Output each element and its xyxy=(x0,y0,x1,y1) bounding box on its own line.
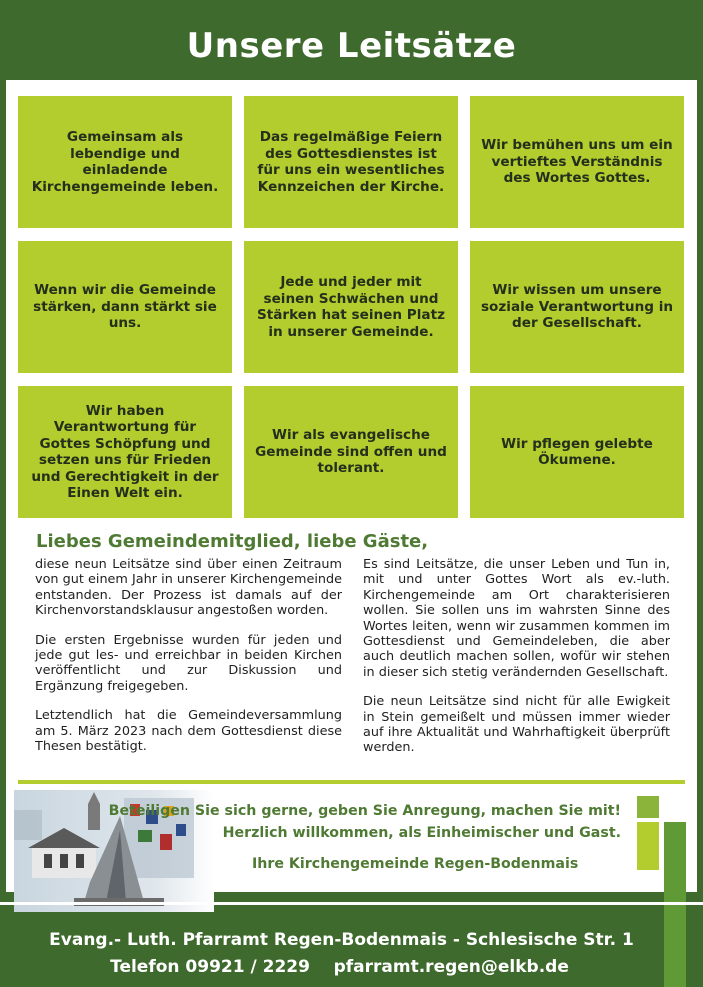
left-paragraph-3: Letztendlich hat die Gemeindeversammlung am 5. März 2023 nach dem Gottesdienst diese Thesen bestätigt. xyxy=(35,708,342,755)
decor-square-dark xyxy=(637,796,659,818)
right-paragraph-1: Es sind Leitsätze, die unser Leben und Tun in, mit und unter Gottes Wort als ev.-luth. Kirchengemeinde am Ort charakterisieren wollen. Sie sollen uns im wahrsten Sinne des Wortes leiten, wenn wir zusammen kommen im Gottesdienst und Gemeindeleben, die aber auch deutlich machen sollen, wofür wir stehen in dieser sich stetig verändernden Gesellschaft. xyxy=(363,557,670,680)
principle-tile-3: Wir bemühen uns um ein vertieftes Verständnis des Wortes Gottes. xyxy=(470,96,684,228)
principle-tile-5: Jede und jeder mit seinen Schwächen und Stärken hat seinen Platz in unserer Gemeinde. xyxy=(244,241,458,373)
header-band xyxy=(0,0,703,80)
principle-tile-9: Wir pflegen gelebte Ökumene. xyxy=(470,386,684,518)
divider-line xyxy=(18,780,685,784)
principle-tile-2: Das regelmäßige Feiern des Gottesdienstes ist für uns ein wesentliches Kennzeichen der Kirche. xyxy=(244,96,458,228)
parish-signature: Ihre Kirchengemeinde Regen-Bodenmais xyxy=(252,856,579,872)
footer xyxy=(0,905,703,987)
footer-contact: Telefon 09921 / 2229 pfarramt.regen@elkb.de xyxy=(110,957,569,977)
left-paragraph-2: Die ersten Ergebnisse wurden für jeden und jede gut les- und erreichbar in beiden Kirchen veröffentlicht und zur Diskussion und Ergänzung freigegeben. xyxy=(35,632,342,694)
principle-tile-1: Gemeinsam als lebendige und einladende Kirchengemeinde leben. xyxy=(18,96,232,228)
right-text-column xyxy=(363,557,670,770)
left-text-column xyxy=(35,557,342,768)
left-paragraph-1: diese neun Leitsätze sind über einen Zeitraum von gut einem Jahr in unserer Kirchengemeinde entstanden. Der Prozess ist damals auf der Kirchenvorstandsklausur angestoßen worden. xyxy=(35,557,342,619)
principle-tile-7: Wir haben Verantwortung für Gottes Schöpfung und setzen uns für Frieden und Gerechtigkeit in der Einen Welt ein. xyxy=(18,386,232,518)
right-paragraph-2: Die neun Leitsätze sind nicht für alle Ewigkeit in Stein gemeißelt und müssen immer wieder auf ihre Aktualität und Wahrhaftigkeit überprüft werden. xyxy=(363,694,670,756)
invitation-line-1: Beteiligen Sie sich gerne, geben Sie Anregung, machen Sie mit! xyxy=(108,803,621,819)
greeting-heading: Liebes Gemeindemitglied, liebe Gäste, xyxy=(36,531,429,552)
invitation-text xyxy=(109,800,621,844)
footer-address: Evang.- Luth. Pfarramt Regen-Bodenmais - Schlesische Str. 1 xyxy=(49,930,634,950)
decor-square-lime xyxy=(637,822,659,870)
principle-tile-6: Wir wissen um unsere soziale Verantwortung in der Gesellschaft. xyxy=(470,241,684,373)
invitation-line-2: Herzlich willkommen, als Einheimischer und Gast. xyxy=(222,825,621,841)
principle-tile-8: Wir als evangelische Gemeinde sind offen und tolerant. xyxy=(244,386,458,518)
principle-tile-4: Wenn wir die Gemeinde stärken, dann stärkt sie uns. xyxy=(18,241,232,373)
principles-grid xyxy=(18,96,685,519)
page-title: Unsere Leitsätze xyxy=(186,26,517,66)
